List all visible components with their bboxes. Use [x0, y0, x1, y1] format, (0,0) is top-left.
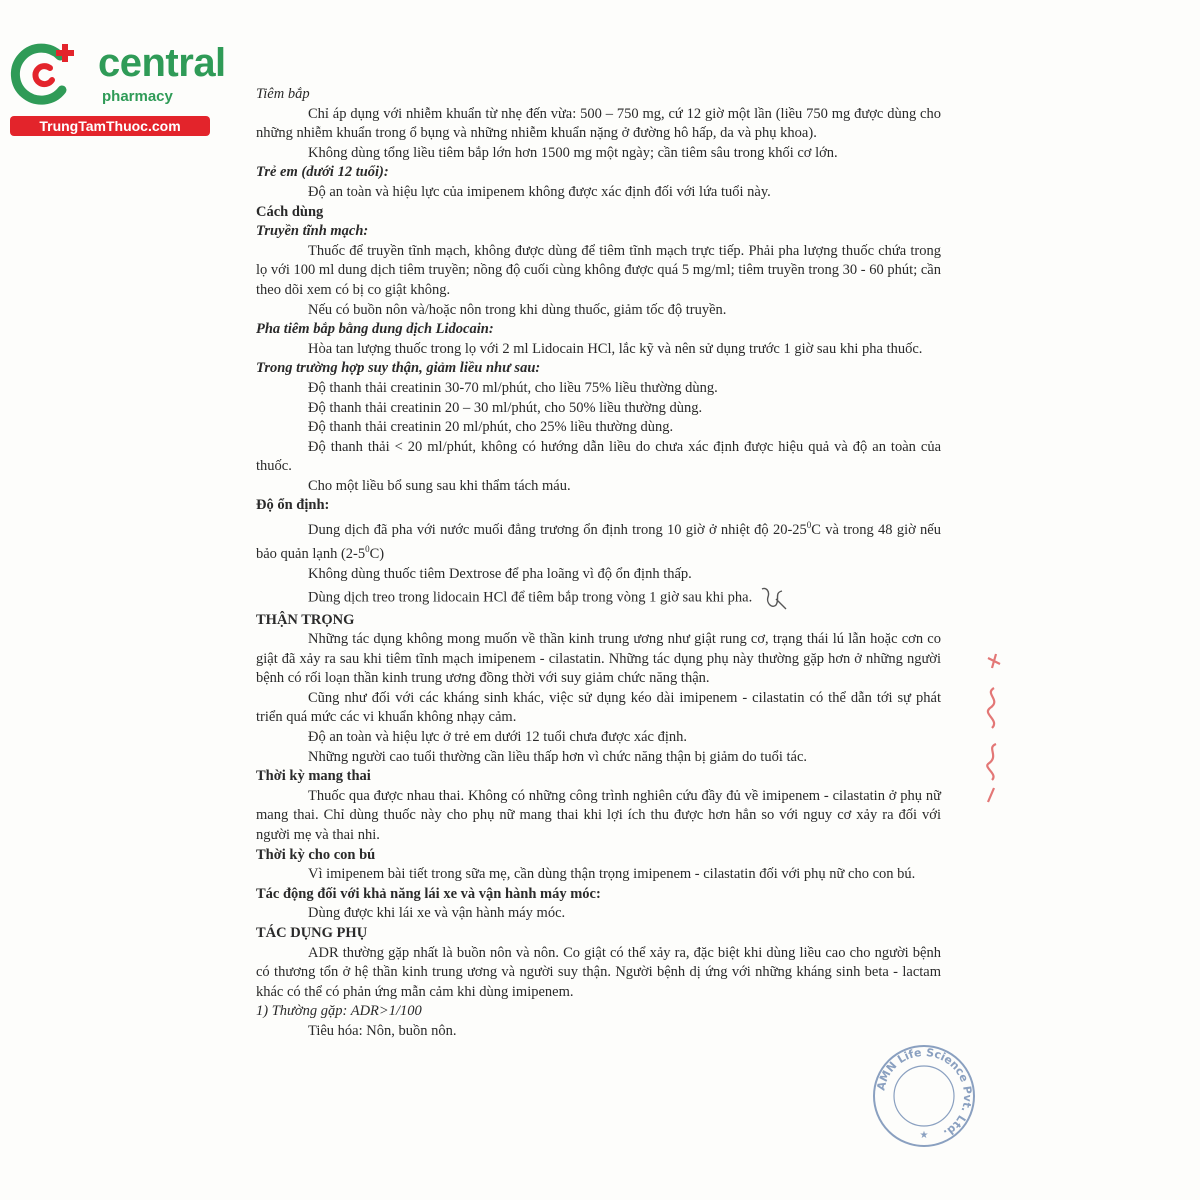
list-item: Độ thanh thải creatinin 30-70 ml/phút, cho liều 75% liều thường dùng.: [308, 379, 718, 396]
text-run: C và trong 48 giờ nếu bảo quản lạnh (2-5: [256, 521, 941, 563]
list-item: Độ thanh thải creatinin 20 – 30 ml/phút, cho 50% liều thường dùng.: [308, 399, 703, 416]
logo-brand-subtitle: pharmacy: [102, 88, 173, 105]
paragraph: Thuốc qua được nhau thai. Không có những công trình nghiên cứu đầy đủ về imipenem - cilastatin ở phụ nữ mang thai. Chỉ dùng thuốc này cho phụ nữ mang thai khi lợi ích thu được hơn hẳn so với nguy cơ xảy ra đối với người mẹ và thai nhi.: [256, 787, 941, 844]
subheading-iv-infusion: Truyền tĩnh mạch:: [256, 223, 369, 240]
paragraph: Vì imipenem bài tiết trong sữa mẹ, cần dùng thận trọng imipenem - cilastatin đối với phụ nữ cho con bú.: [308, 866, 916, 883]
section-heading-precautions: THẬN TRỌNG: [256, 611, 355, 628]
pharmacy-logo: [10, 38, 226, 138]
paragraph: Độ an toàn và hiệu lực của imipenem không được xác định đối với lứa tuổi này.: [308, 183, 771, 200]
paragraph: Dùng được khi lái xe và vận hành máy móc.: [308, 905, 566, 922]
list-item: Độ thanh thải < 20 ml/phút, không có hướng dẫn liều do chưa xác định được hiệu quả và độ an toàn của thuốc.: [256, 438, 941, 475]
text-run: Dùng dịch treo trong lidocain HCl để tiêm bắp trong vòng 1 giờ sau khi pha.: [308, 588, 753, 605]
text-run: C): [369, 546, 385, 563]
document-body: [256, 85, 941, 1042]
paragraph: Độ an toàn và hiệu lực ở trẻ em dưới 12 tuổi chưa được xác định.: [308, 729, 687, 746]
subheading-driving: Tác động đối với khả năng lái xe và vận hành máy móc:: [256, 885, 601, 902]
company-stamp: [868, 1040, 980, 1152]
paragraph: Chỉ áp dụng với nhiễm khuẩn từ nhẹ đến vừa: 500 – 750 mg, cứ 12 giờ một lần (liều 750 mg được dùng cho những nhiễm khuẩn trong ổ bụng và những nhiễm khuẩn nặng ở đường hô hấp, da và phụ khoa).: [256, 105, 941, 142]
section-heading-administration: Cách dùng: [256, 203, 324, 220]
paragraph: Cũng như đối với các kháng sinh khác, việc sử dụng kéo dài imipenem - cilastatin có thể dẫn tới sự phát triển quá mức các vi khuẩn không nhạy cảm.: [256, 689, 941, 726]
pharmacy-logo-icon: [10, 38, 80, 108]
paragraph: Tiêu hóa: Nôn, buồn nôn.: [308, 1022, 457, 1039]
side-signature-icon: [974, 648, 1008, 808]
subheading-pregnancy: Thời kỳ mang thai: [256, 768, 371, 785]
paragraph-with-initials: [256, 585, 941, 611]
section-heading-side-effects: TÁC DỤNG PHỤ: [256, 925, 368, 941]
paragraph: Hòa tan lượng thuốc trong lọ với 2 ml Lidocain HCl, lắc kỹ và nên sử dụng trước 1 giờ sau khi pha thuốc.: [308, 340, 923, 357]
superscript: 0: [365, 544, 370, 555]
logo-website: TrungTamThuoc.com: [10, 116, 210, 136]
stamp-star-icon: ★: [919, 1130, 929, 1141]
subheading-children: Trẻ em (dưới 12 tuổi):: [256, 164, 389, 181]
stamp-text: AMN Life Science Pvt. Ltd.: [874, 1045, 975, 1140]
paragraph: Những tác dụng không mong muốn về thần kinh trung ương như giật rung cơ, trạng thái lú lẫn hoặc cơn co giật đã xảy ra sau khi tiêm tĩnh mạch imipenem - cilastatin. Những tác dụng phụ này thường gặp hơn ở những người bệnh có rối loạn thần kinh trung ương đồng thời với suy giảm chức năng thận.: [256, 631, 941, 687]
paragraph: Không dùng thuốc tiêm Dextrose để pha loãng vì độ ổn định thấp.: [308, 565, 692, 582]
superscript: 0: [806, 520, 812, 531]
paragraph: Thuốc để truyền tĩnh mạch, không được dùng để tiêm tĩnh mạch trực tiếp. Phải pha lượng thuốc chứa trong lọ với 100 ml dung dịch tiêm truyền; nồng độ cuối cùng không được quá 5 mg/ml; tiêm truyền trong 30 - 60 phút; cần theo dõi xem có bị co giật không.: [256, 242, 941, 298]
paragraph: ADR thường gặp nhất là buồn nôn và nôn. Co giật có thể xảy ra, đặc biệt khi dùng liều cao cho người bệnh có thương tổn ở hệ thần kinh trung ương và người suy thận. Người bệnh dị ứng với những kháng sinh beta - lactam khác có thể có phản ứng mẫn cảm khi dùng imipenem.: [256, 944, 941, 1000]
paragraph-stability: [256, 516, 941, 565]
logo-brand-name: central: [98, 41, 226, 85]
subheading-common: 1) Thường gặp: ADR>1/100: [256, 1003, 422, 1020]
subheading-breastfeeding: Thời kỳ cho con bú: [256, 846, 376, 863]
subheading-lidocaine: Pha tiêm bắp bằng dung dịch Lidocain:: [256, 321, 494, 338]
paragraph: Những người cao tuổi thường cần liều thấp hơn vì chức năng thận bị giảm do tuổi tác.: [308, 748, 808, 765]
paragraph: Cho một liều bổ sung sau khi thẩm tách máu.: [308, 477, 571, 494]
subheading-intramuscular: Tiêm bắp: [256, 86, 310, 102]
paragraph: Không dùng tổng liều tiêm bắp lớn hơn 1500 mg một ngày; cần tiêm sâu trong khối cơ lớn.: [308, 144, 838, 161]
text-run: Dung dịch đã pha với nước muối đẳng trương ổn định trong 10 giờ ở nhiệt độ 20-25: [308, 521, 807, 538]
paragraph: Nếu có buồn nôn và/hoặc nôn trong khi dùng thuốc, giảm tốc độ truyền.: [308, 301, 727, 318]
handwritten-initials-icon: [758, 585, 788, 611]
list-item: Độ thanh thải creatinin 20 ml/phút, cho 25% liều thường dùng.: [308, 419, 674, 436]
subheading-renal-dosing: Trong trường hợp suy thận, giảm liều như sau:: [256, 360, 541, 377]
subheading-stability: Độ ổn định:: [256, 497, 330, 514]
